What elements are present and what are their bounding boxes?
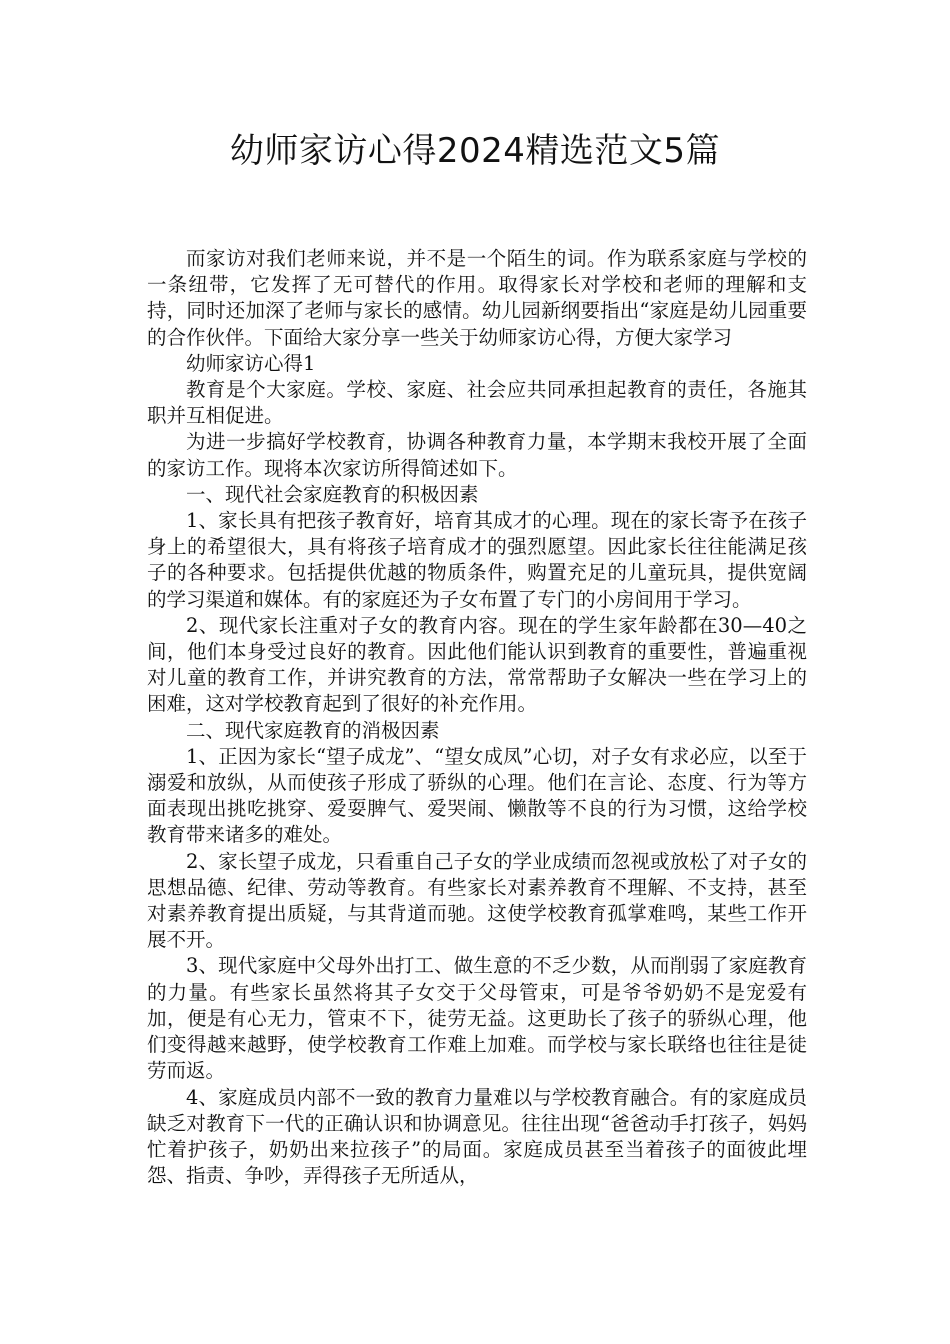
paragraph: 教育是个大家庭。学校、家庭、社会应共同承担起教育的责任，各施其职并互相促进。 xyxy=(147,378,807,428)
paragraph: 2、现代家长注重对子女的教育内容。现在的学生家年龄都在30—40之间，他们本身受过良好的教育。因此他们能认识到教育的重要性，普遍重视对儿童的教育工作，并讲究教育的方法，常常帮助子女解决一些在学习上的困难，这对学校教育起到了很好的补充作用。 xyxy=(147,613,807,716)
document-body xyxy=(147,246,807,1189)
paragraph: 3、现代家庭中父母外出打工、做生意的不乏少数，从而削弱了家庭教育的力量。有些家长虽然将其子女交于父母管束，可是爷爷奶奶不是宠爱有加，便是有心无力，管束不下，徒劳无益。这更助长了孩子的骄纵心理，他们变得越来越野，使学校教育工作难上加难。而学校与家长联络也往往是徒劳而返。 xyxy=(147,954,807,1083)
paragraph: 2、家长望子成龙，只看重自己子女的学业成绩而忽视或放松了对子女的思想品德、纪律、劳动等教育。有些家长对素养教育不理解、不支持，甚至对素养教育提出质疑，与其背道而驰。这使学校教育孤掌难鸣，某些工作开展不开。 xyxy=(147,849,807,952)
subsection-heading: 一、现代社会家庭教育的积极因素 xyxy=(186,482,479,506)
paragraph: 1、家长具有把孩子教育好，培育其成才的心理。现在的家长寄予在孩子身上的希望很大，具有将孩子培育成才的强烈愿望。因此家长往往能满足孩子的各种要求。包括提供优越的物质条件，购置充足的儿童玩具，提供宽阔的学习渠道和媒体。有的家庭还为子女布置了专门的小房间用于学习。 xyxy=(147,509,807,611)
paragraph: 1、正因为家长“望子成龙”、“望女成凤”心切，对子女有求必应，以至于溺爱和放纵，从而使孩子形成了骄纵的心理。他们在言论、态度、行为等方面表现出挑吃挑穿、爱耍脾气、爱哭闹、懒散等不良的行为习惯，这给学校教育带来诸多的难处。 xyxy=(147,744,807,847)
paragraph-intro: 而家访对我们老师来说，并不是一个陌生的词。作为联系家庭与学校的一条纽带，它发挥了无可替代的作用。取得家长对学校和老师的理解和支持，同时还加深了老师与家长的感情。幼儿园新纲要指出“家庭是幼儿园重要的合作伙伴。下面给大家分享一些关于幼师家访心得，方便大家学习 xyxy=(147,247,807,349)
subsection-heading: 二、现代家庭教育的消极因素 xyxy=(186,718,440,742)
section-heading: 幼师家访心得1 xyxy=(186,351,316,375)
document-title: 幼师家访心得2024精选范文5篇 xyxy=(229,131,721,171)
paragraph: 4、家庭成员内部不一致的教育力量难以与学校教育融合。有的家庭成员缺乏对教育下一代的正确认识和协调意见。往往出现“爸爸动手打孩子，妈妈忙着护孩子，奶奶出来拉孩子”的局面。家庭成员甚至当着孩子的面彼此埋怨、指责、争吵，弄得孩子无所适从， xyxy=(147,1085,807,1188)
paragraph: 为进一步搞好学校教育，协调各种教育力量，本学期末我校开展了全面的家访工作。现将本次家访所得简述如下。 xyxy=(147,430,807,480)
